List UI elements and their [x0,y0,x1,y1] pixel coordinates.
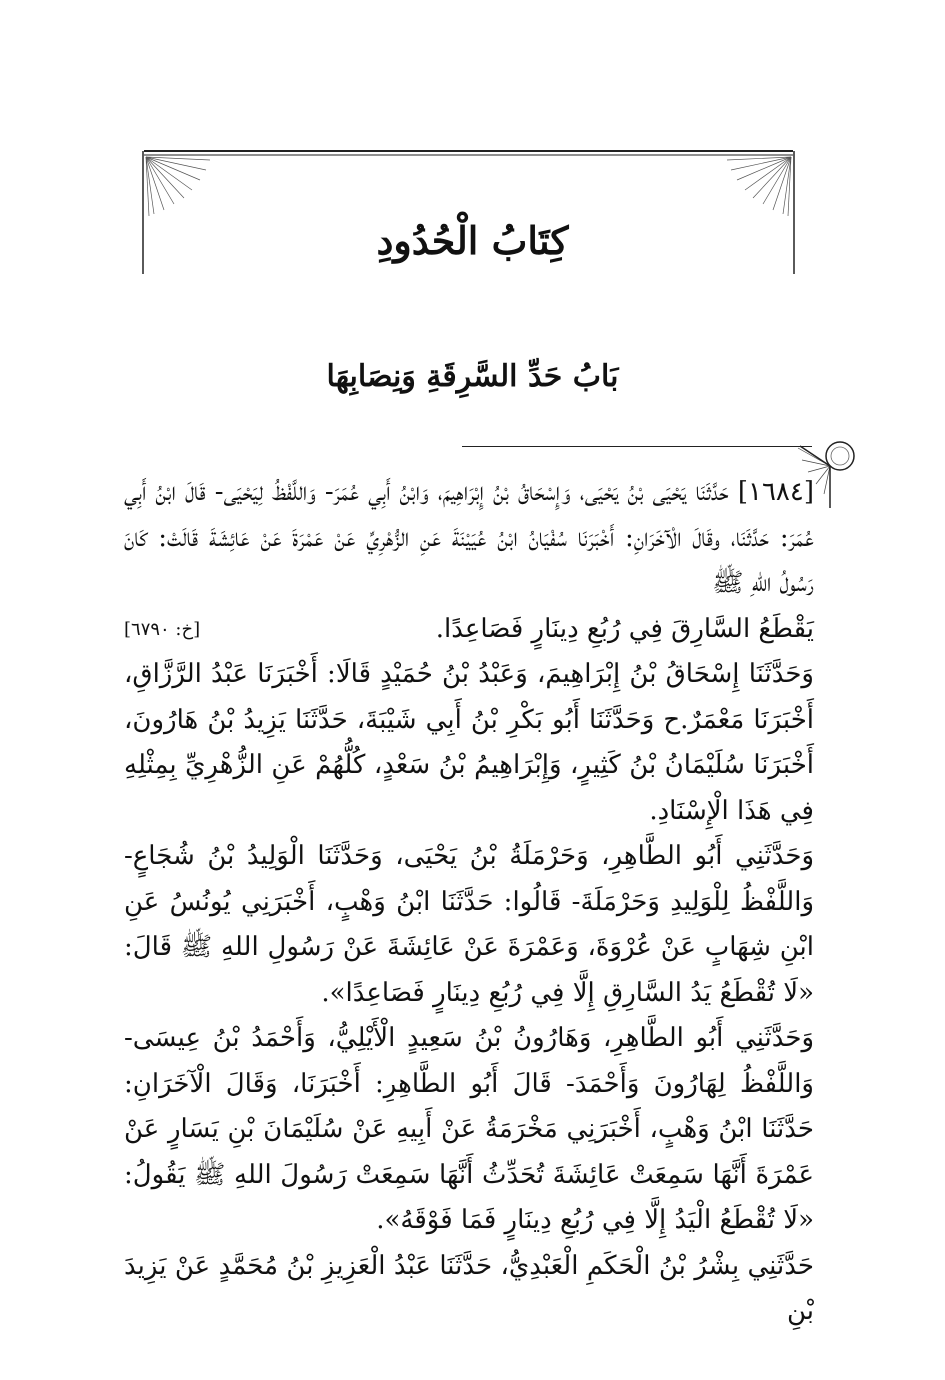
hadith-divider [462,446,812,447]
bukhari-reference: [خ: ٦٧٩٠] [124,618,201,640]
hadith-1 [124,470,814,607]
hadith-1-closing-line [124,607,814,653]
hadith-text [124,470,814,1335]
hadith-1-line-1: [١٦٨٤] حَدَّثَنَا يَحْيَى بْنُ يَحْيَى، وَإِسْحَاقُ بْنُ إِبْرَاهِيمَ، وَابْنُ أَبِي عُمَرَ- [324,477,814,507]
paragraph-3: وَحَدَّثَنِي أَبُو الطَّاهِرِ، وَحَرْمَلَةُ بْنُ يَحْيَى، وَحَدَّثَنَا الْوَلِيدُ بْنُ شُجَاعٍ- وَاللَّفْظُ لِلْوَلِيدِ وَحَرْمَلَةَ- قَالُوا: حَدَّثَنَا ابْنُ وَهْبٍ، أَخْبَرَنِي يُونُسُ عَنِ ابْنِ شِهَابٍ عَنْ عُرْوَةَ، وَعَمْرَةَ عَنْ عَائِشَةَ عَنْ رَسُولِ اللهِ ﷺ قَالَ: «لَا تُقْطَعُ يَدُ السَّارِقِ إِلَّا فِي رُبُعِ دِينَارٍ فَصَاعِدًا». [124,841,814,1008]
paragraph-2: وَحَدَّثَنَا إِسْحَاقُ بْنُ إِبْرَاهِيمَ، وَعَبْدُ بْنُ حُمَيْدٍ قَالَا: أَخْبَرَنَا عَبْدُ الرَّزَّاقِ، أَخْبَرَنَا مَعْمَرٌ.ح وَحَدَّثَنَا أَبُو بَكْرِ بْنُ أَبِي شَيْبَةَ، حَدَّثَنَا يَزِيدُ بْنُ هَارُونَ، أَخْبَرَنَا سُلَيْمَانُ بْنُ كَثِيرٍ، وَإِبْرَاهِيمُ بْنُ سَعْدٍ، كُلُّهُمْ عَنِ الزُّهْرِيِّ بِمِثْلِهِ فِي هَذَا الْإِسْنَادِ. [124,659,815,826]
chapter-title: بَابُ حَدِّ السَّرِقَةِ وَنِصَابِهَا [326,359,619,394]
hadith-1-line-2: وَاللَّفْظُ لِيَحْيَى- قَالَ ابْنُ أَبِي عُمَرَ: حَدَّثَنَا، وقَالَ الْآخَرَانِ: أَخْبَرَنَا سُفْيَانُ [124,477,814,553]
paragraph-4: وَحَدَّثَنِي أَبُو الطَّاهِرِ، وَهَارُونُ بْنُ سَعِيدٍ الْأَيْلِيُّ، وَأَحْمَدُ بْنُ عِيسَى- وَاللَّفْظُ لِهَارُونَ وَأَحْمَدَ- قَالَ أَبُو الطَّاهِرِ: أَخْبَرَنَا، وَقَالَ الْآخَرَانِ: حَدَّثَنَا ابْنُ وَهْبٍ، أَخْبَرَنِي مَخْرَمَةُ عَنْ أَبِيهِ عَنْ سُلَيْمَانَ بْنِ يَسَارٍ عَنْ عَمْرَةَ أَنَّهَا سَمِعَتْ عَائِشَةَ تُحَدِّثُ أَنَّهَا سَمِعَتْ رَسُولَ اللهِ ﷺ يَقُولُ: «لَا تُقْطَعُ الْيَدُ إِلَّا فِي رُبُعِ دِينَارٍ فَمَا فَوْقَهُ». [124,1023,814,1235]
paragraph-5: حَدَّثَنِي بِشْرُ بْنُ الْحَكَمِ الْعَبْدِيُّ، حَدَّثَنَا عَبْدُ الْعَزِيزِ بْنُ مُحَمَّدٍ عَنْ يَزِيدَ بْنِ [124,1250,814,1326]
hadith-1-line-3: ابْنُ عُيَيْنَةَ عَنِ الزُّهْرِيِّ عَنْ عَمْرَةَ عَنْ عَائِشَةَ قَالَتْ: كَانَ رَسُولُ اللهِ ﷺ [124,522,814,598]
hadith-1-line-4: يَقْطَعُ السَّارِقَ فِي رُبُعِ دِينَارٍ فَصَاعِدًا. [435,613,814,644]
book-title: كِتَابُ الْحُدُودِ [376,218,569,263]
